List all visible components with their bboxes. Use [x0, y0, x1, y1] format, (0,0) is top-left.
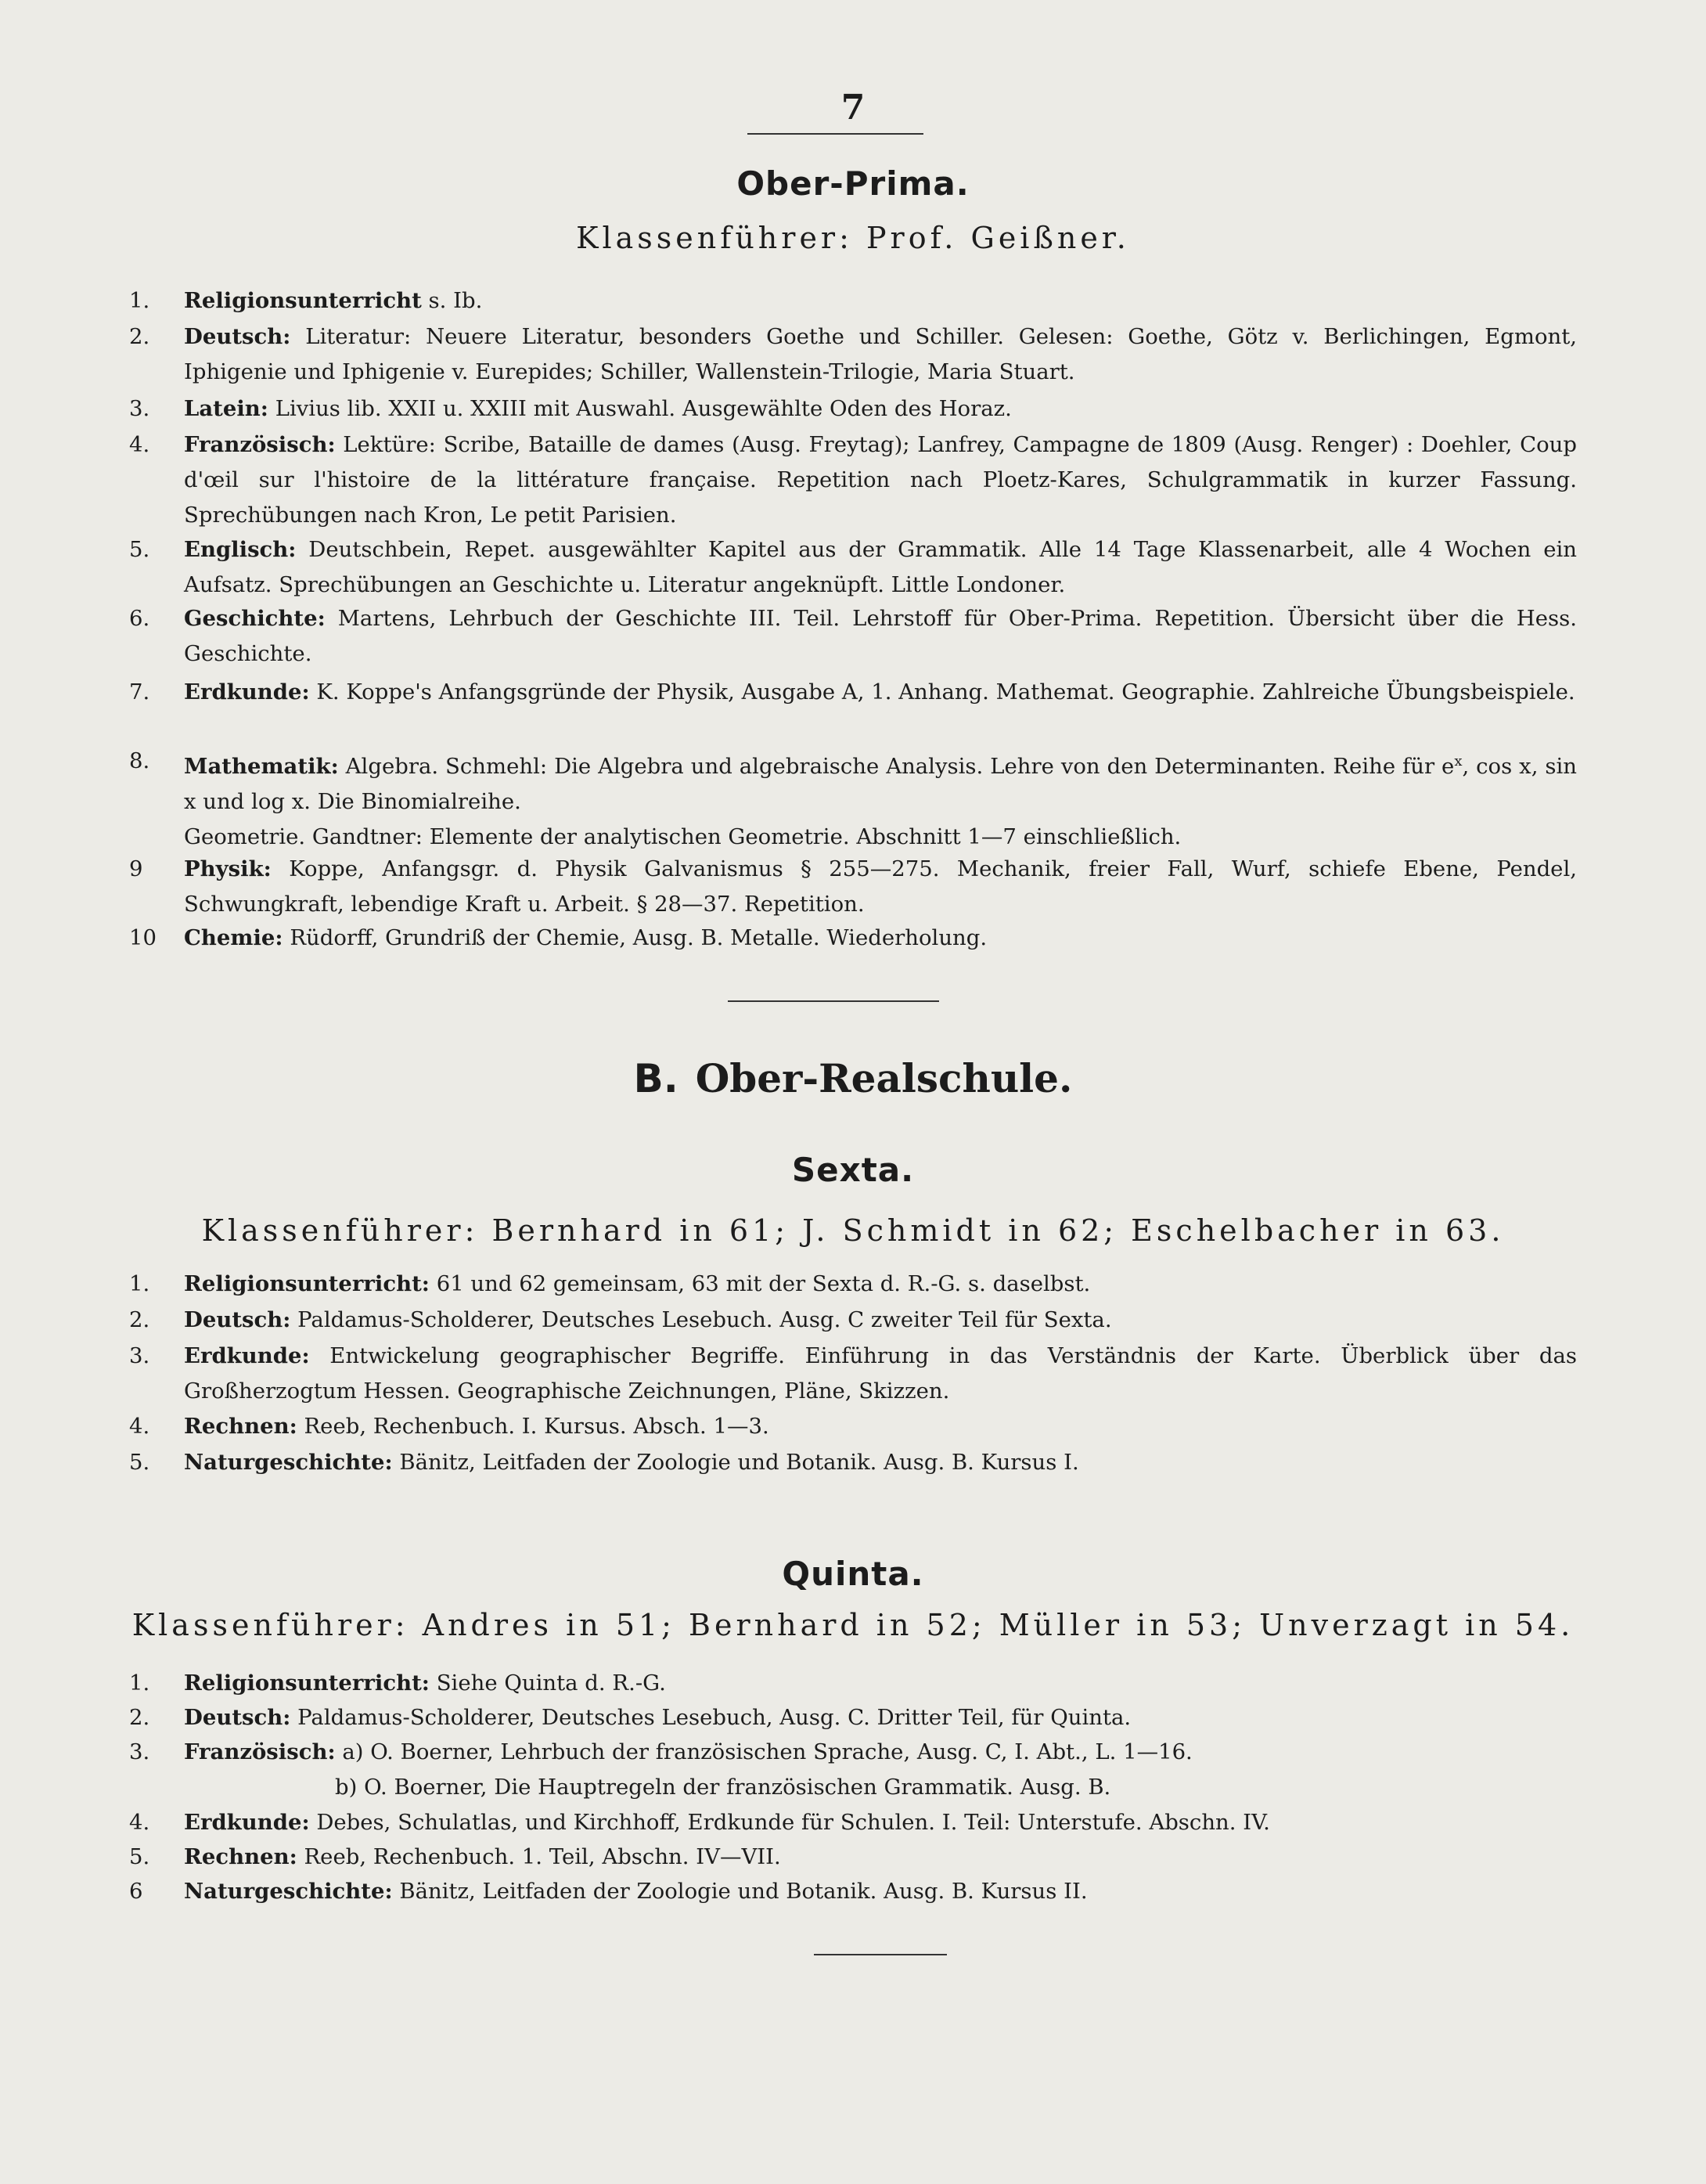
- entry-qu-erdkunde: [129, 1805, 1577, 1840]
- entry-qu-rechnen: [129, 1840, 1577, 1875]
- entry-text: Paldamus-Scholderer, Deutsches Lesebuch. Ausg. C zweiter Teil für Sexta.: [290, 1307, 1112, 1332]
- entry-subject: Erdkunde:: [184, 1810, 310, 1835]
- entry-number: 9: [129, 856, 143, 881]
- entry-number: 7.: [129, 679, 150, 705]
- entry-number: 1.: [129, 1271, 150, 1296]
- entry-qu-naturgeschichte: [129, 1874, 1577, 1909]
- entry-op-religion: [129, 283, 1577, 319]
- entry-text: Reeb, Rechenbuch. I. Kursus. Absch. 1—3.: [297, 1414, 769, 1439]
- entry-text: Debes, Schulatlas, und Kirchhoff, Erdkunde für Schulen. I. Teil: Unterstufe. Abschn. IV.: [309, 1810, 1270, 1835]
- entry-subject: Französisch:: [184, 432, 336, 457]
- entry-text: Bänitz, Leitfaden der Zoologie und Botanik. Ausg. B. Kursus I.: [392, 1450, 1079, 1475]
- entry-op-erdkunde: [129, 675, 1577, 710]
- entry-number: 3.: [129, 1739, 150, 1764]
- class-leader-sexta: Klassenführer: Bernhard in 61; J. Schmidt in 62; Eschelbacher in 63.: [201, 1213, 1505, 1248]
- class-leader-ober-prima: Klassenführer: Prof. Geißner.: [576, 221, 1130, 255]
- entry-subject: Religionsunterricht:: [184, 1271, 430, 1296]
- entry-number: 4.: [129, 432, 150, 457]
- entry-number: 10: [129, 925, 157, 950]
- entry-number: 6: [129, 1879, 143, 1904]
- entry-qu-deutsch: [129, 1700, 1577, 1735]
- entry-op-mathematik: [129, 744, 1577, 855]
- entry-subject: Religionsunterricht:: [184, 1670, 430, 1696]
- entry-subject: Geschichte:: [184, 606, 326, 631]
- entry-op-chemie: [129, 921, 1577, 956]
- entry-op-latein: [129, 391, 1577, 427]
- entry-text: s. Ib.: [421, 288, 483, 313]
- entry-subject: Französisch:: [184, 1739, 336, 1764]
- entry-text: Reeb, Rechenbuch. 1. Teil, Abschn. IV—VII.: [297, 1844, 781, 1869]
- entry-number: 2.: [129, 324, 150, 349]
- entry-text: 61 und 62 gemeinsam, 63 mit der Sexta d. R.-G. s. daselbst.: [429, 1271, 1091, 1296]
- entry-op-deutsch: [129, 319, 1577, 390]
- entry-extra-line: b) O. Boerner, Die Hauptregeln der französischen Grammatik. Ausg. B.: [335, 1775, 1111, 1800]
- entry-subject: Englisch:: [184, 537, 297, 562]
- entry-number: 2.: [129, 1307, 150, 1332]
- entry-number: 4.: [129, 1414, 150, 1439]
- entry-sx-erdkunde: [129, 1339, 1577, 1409]
- entry-number: 1.: [129, 1670, 150, 1696]
- entry-text: Lektüre: Scribe, Bataille de dames (Ausg. Freytag); Lanfrey, Campagne de 1809 (Ausg. Renger) : Doehler, Coup d'œil sur l'histoire de la littérature française. Repetition nach Ploetz-Kares, Schulgrammatik in kurzer Fassung. Sprechübungen nach Kron, Le petit Parisien.: [184, 432, 1577, 528]
- entry-number: 3.: [129, 1343, 150, 1368]
- entry-subject: Deutsch:: [184, 324, 291, 349]
- entry-subject: Chemie:: [184, 925, 283, 950]
- entry-number: 1.: [129, 288, 150, 313]
- class-leader-quinta: Klassenführer: Andres in 51; Bernhard in 52; Müller in 53; Unverzagt in 54.: [131, 1608, 1575, 1642]
- entry-sx-rechnen: [129, 1409, 1577, 1444]
- entry-superscript: x: [1454, 753, 1463, 769]
- section-title-sexta: Sexta.: [791, 1151, 915, 1189]
- entry-number: 8.: [129, 748, 150, 773]
- entry-subject: Rechnen:: [184, 1844, 297, 1869]
- entry-text: Livius lib. XXII u. XXIII mit Auswahl. Ausgewählte Oden des Horaz.: [268, 396, 1012, 421]
- entry-text-continued: , cos x, sin x und log x. Die Binomialreihe.: [184, 754, 1578, 815]
- entry-number: 6.: [129, 606, 150, 631]
- entry-subject: Latein:: [184, 396, 268, 421]
- entry-text: Martens, Lehrbuch der Geschichte III. Teil. Lehrstoff für Ober-Prima. Repetition. Übersicht über die Hess. Geschichte.: [184, 606, 1577, 666]
- entry-text: K. Koppe's Anfangsgründe der Physik, Ausgabe A, 1. Anhang. Mathemat. Geographie. Zahlreiche Übungsbeispiele.: [309, 679, 1575, 705]
- entry-sx-religion: [129, 1267, 1577, 1302]
- entry-text: Entwickelung geographischer Begriffe. Einführung in das Verständnis der Karte. Überblick über das Großherzogtum Hessen. Geographische Zeichnungen, Pläne, Skizzen.: [184, 1343, 1577, 1404]
- footer-rule: [814, 1954, 947, 1955]
- entry-text: Rüdorff, Grundriß der Chemie, Ausg. B. Metalle. Wiederholung.: [283, 925, 988, 950]
- entry-subject: Rechnen:: [184, 1414, 297, 1439]
- entry-text: Algebra. Schmehl: Die Algebra und algebraische Analysis. Lehre von den Determinanten. Reihe für e: [338, 754, 1455, 780]
- part-title: [0, 1055, 1706, 1101]
- page-number: 7: [840, 88, 866, 128]
- entry-subject: Erdkunde:: [184, 1343, 310, 1368]
- entry-subject: Deutsch:: [184, 1307, 291, 1332]
- entry-op-franzoesisch: [129, 427, 1577, 533]
- entry-extra-line: Geometrie. Gandtner: Elemente der analytischen Geometrie. Abschnitt 1—7 einschließlich.: [184, 824, 1182, 850]
- section-title-ober-prima: Ober-Prima.: [736, 164, 970, 203]
- entry-subject: Religionsunterricht: [184, 288, 422, 313]
- entry-text: Paldamus-Scholderer, Deutsches Lesebuch, Ausg. C. Dritter Teil, für Quinta.: [290, 1705, 1132, 1730]
- entry-number: 5.: [129, 1450, 150, 1475]
- entry-text: a) O. Boerner, Lehrbuch der französischen Sprache, Ausg. C, I. Abt., L. 1—16.: [335, 1739, 1193, 1764]
- entry-number: 5.: [129, 537, 150, 562]
- entry-subject: Deutsch:: [184, 1705, 291, 1730]
- part-name: Ober-Realschule.: [695, 1055, 1073, 1101]
- entry-qu-franzoesisch: [129, 1735, 1577, 1805]
- entry-subject: Physik:: [184, 856, 272, 881]
- entry-op-geschichte: [129, 601, 1577, 672]
- entry-text: Literatur: Neuere Literatur, besonders Goethe und Schiller. Gelesen: Goethe, Götz v. Berlichingen, Egmont, Iphigenie und Iphigenie v. Eurepides; Schiller, Wallenstein-Trilogie, Maria Stuart.: [184, 324, 1577, 384]
- entry-sx-naturgeschichte: [129, 1445, 1577, 1480]
- section-title-quinta: Quinta.: [782, 1555, 924, 1593]
- entry-number: 3.: [129, 396, 150, 421]
- entry-text: Koppe, Anfangsgr. d. Physik Galvanismus § 255—275. Mechanik, freier Fall, Wurf, schiefe Ebene, Pendel, Schwungkraft, lebendige Kraft u. Arbeit. § 28—37. Repetition.: [184, 856, 1577, 917]
- entry-number: 5.: [129, 1844, 150, 1869]
- header-rule: [747, 133, 923, 135]
- section-rule: [728, 1000, 939, 1002]
- entry-subject: Erdkunde:: [184, 679, 310, 705]
- entry-number: 2.: [129, 1705, 150, 1730]
- entry-subject: Naturgeschichte:: [184, 1879, 393, 1904]
- entry-text: Siehe Quinta d. R.-G.: [429, 1670, 666, 1696]
- entry-qu-religion: [129, 1666, 1577, 1701]
- entry-op-englisch: [129, 532, 1577, 603]
- entry-number: 4.: [129, 1810, 150, 1835]
- entry-subject: Naturgeschichte:: [184, 1450, 393, 1475]
- entry-op-physik: [129, 852, 1577, 922]
- entry-subject: Mathematik:: [184, 754, 339, 780]
- entry-text: Deutschbein, Repet. ausgewählter Kapitel aus der Grammatik. Alle 14 Tage Klassenarbeit, alle 4 Wochen ein Aufsatz. Sprechübungen an Geschichte u. Literatur angeknüpft. Little Londoner.: [184, 537, 1577, 597]
- part-letter: B.: [633, 1056, 678, 1101]
- entry-text: Bänitz, Leitfaden der Zoologie und Botanik. Ausg. B. Kursus II.: [392, 1879, 1088, 1904]
- entry-sx-deutsch: [129, 1303, 1577, 1338]
